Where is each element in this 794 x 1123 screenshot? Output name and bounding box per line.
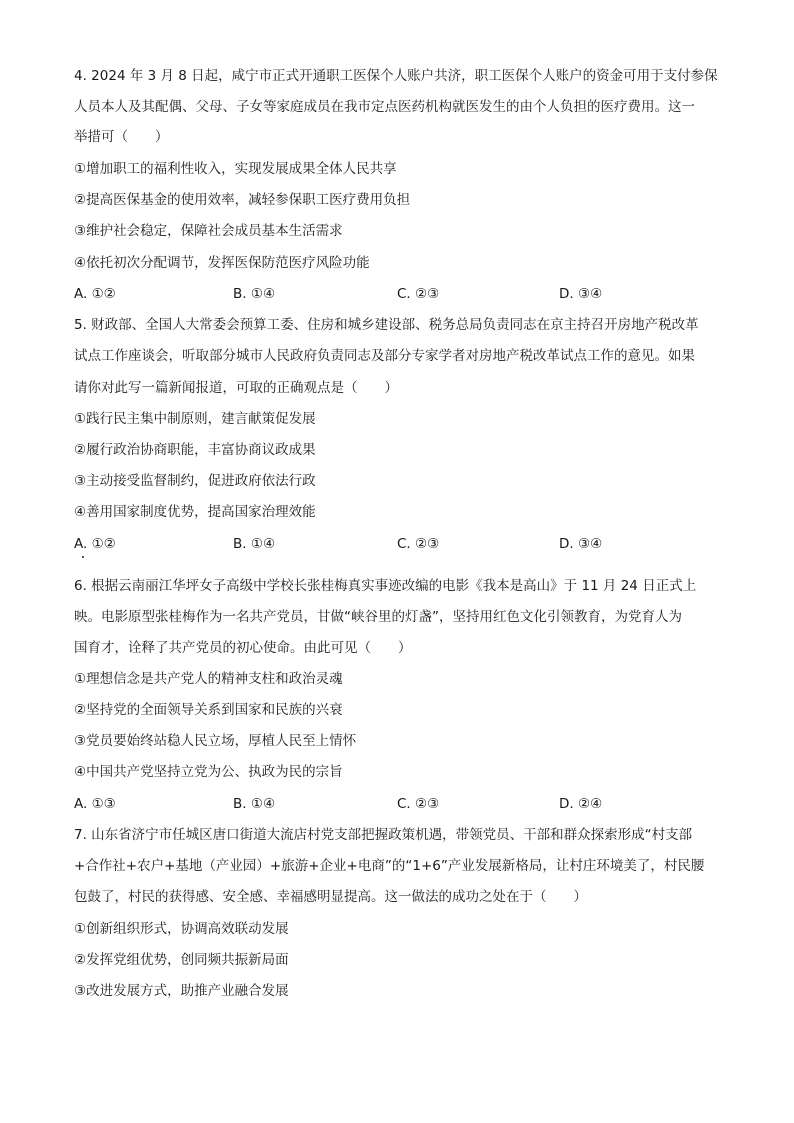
question-stem-line: 包鼓了，村民的获得感、安全感、幸福感明显提高。这一做法的成功之处在于（ ）: [74, 889, 587, 905]
question-stem-line: 人员本人及其配偶、父母、子女等家庭成员在我市定点医药机构就医发生的由个人负担的医疗费用。这一: [74, 99, 695, 115]
option-a: A. ①③: [74, 796, 116, 812]
option-c: C. ②③: [397, 536, 440, 552]
statement-2: ②坚持党的全面领导关系到国家和民族的兴衰: [74, 702, 343, 718]
option-b: B. ①④: [233, 286, 276, 302]
option-d: D. ③④: [559, 286, 603, 302]
question-stem-line: 5. 财政部、全国人大常委会预算工委、住房和城乡建设部、税务总局负责同志在京主持召开房地产税改革: [74, 317, 699, 333]
statement-2: ②发挥党组优势，创同频共振新局面: [74, 952, 289, 968]
question-stem-line: 试点工作座谈会，听取部分城市人民政府负责同志及部分专家学者对房地产税改革试点工作的意见。如果: [74, 348, 695, 364]
statement-1: ①践行民主集中制原则，建言献策促发展: [74, 411, 316, 427]
statement-3: ③改进发展方式，助推产业融合发展: [74, 983, 289, 999]
question-stem-line: 6. 根据云南丽江华坪女子高级中学校长张桂梅真实事迹改编的电影《我本是高山》于 11 月 24 日正式上: [74, 578, 697, 594]
statement-1: ①理想信念是共产党人的精神支柱和政治灵魂: [74, 671, 343, 687]
question-stem-line: 请你对此写一篇新闻报道，可取的正确观点是（ ）: [74, 380, 398, 396]
option-b: B. ①④: [233, 536, 276, 552]
statement-3: ③维护社会稳定，保障社会成员基本生活需求: [74, 223, 343, 239]
question-stem-line: 映。电影原型张桂梅作为一名共产党员，甘做“峡谷里的灯盏”，坚持用红色文化引领教育，为党育人为: [74, 609, 682, 625]
statement-4: ④善用国家制度优势，提高国家治理效能: [74, 504, 316, 520]
options-row: [74, 794, 724, 814]
question-stem-line: 国育才，诠释了共产党员的初心使命。由此可见（ ）: [74, 640, 412, 656]
option-a: A. ①②: [74, 286, 116, 302]
question-stem-line: 4. 2024 年 3 月 8 日起，咸宁市正式开通职工医保个人账户共济，职工医保个人账户的资金可用于支付参保: [74, 68, 718, 84]
statement-4: ④中国共产党坚持立党为公、执政为民的宗旨: [74, 764, 343, 780]
question-stem-line: +合作社+农户+基地（产业园）+旅游+企业+电商”的“1+6”产业发展新格局，让村庄环境美了，村民腰: [74, 858, 705, 874]
option-d: D. ③④: [559, 536, 603, 552]
statement-4: ④依托初次分配调节，发挥医保防范医疗风险功能: [74, 255, 370, 271]
options-row: [74, 534, 724, 554]
options-row: [74, 284, 724, 304]
scan-speck: [82, 556, 84, 558]
question-stem-line: 7. 山东省济宁市任城区唐口街道大流店村党支部把握政策机遇，带领党员、干部和群众探索形成“村支部: [74, 827, 693, 843]
option-a: A. ①②: [74, 536, 116, 552]
statement-1: ①创新组织形式，协调高效联动发展: [74, 921, 289, 937]
statement-3: ③主动接受监督制约，促进政府依法行政: [74, 473, 316, 489]
statement-1: ①增加职工的福利性收入，实现发展成果全体人民共享: [74, 161, 397, 177]
option-d: D. ②④: [559, 796, 603, 812]
option-b: B. ①④: [233, 796, 276, 812]
statement-3: ③党员要始终站稳人民立场，厚植人民至上情怀: [74, 733, 357, 749]
option-c: C. ②③: [397, 796, 440, 812]
statement-2: ②履行政治协商职能，丰富协商议政成果: [74, 442, 316, 458]
option-c: C. ②③: [397, 286, 440, 302]
statement-2: ②提高医保基金的使用效率，减轻参保职工医疗费用负担: [74, 192, 411, 208]
question-stem-line: 举措可（ ）: [74, 129, 169, 145]
